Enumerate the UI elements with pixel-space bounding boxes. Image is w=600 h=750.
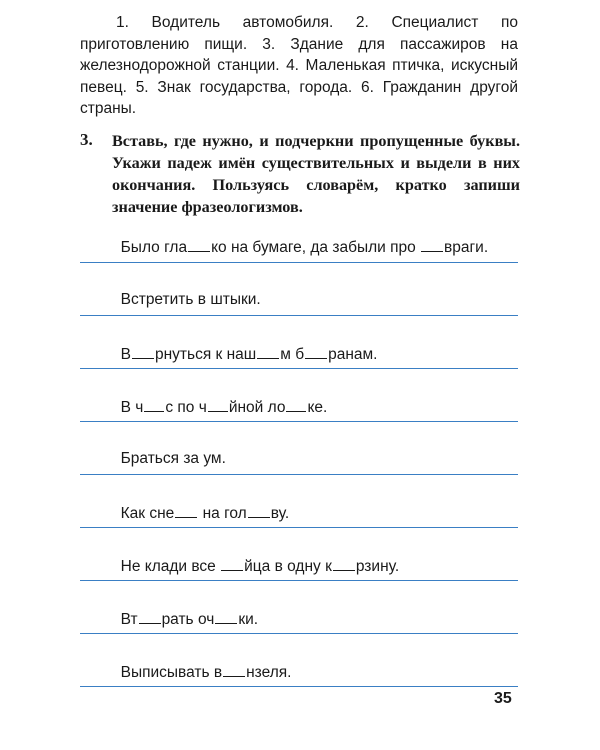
blank[interactable] <box>248 503 270 518</box>
phrase-3: В рнуться к наш м б ранам. <box>120 346 378 363</box>
blank[interactable] <box>223 662 245 677</box>
blank[interactable] <box>257 344 279 359</box>
blank[interactable] <box>221 556 243 571</box>
phrase-4: В ч с по ч йной ло ке. <box>120 399 328 416</box>
phrase-6: Как сне на гол ву. <box>120 505 290 522</box>
answer-line[interactable] <box>80 315 518 316</box>
blank[interactable] <box>215 609 237 624</box>
blank[interactable] <box>286 397 306 412</box>
task-3 <box>80 130 520 218</box>
blank[interactable] <box>175 503 197 518</box>
answer-line[interactable] <box>80 474 518 475</box>
answer-line[interactable] <box>80 262 518 263</box>
phrase-2: Встретить в штыки. <box>120 291 261 308</box>
riddles-answers: 1. Водитель автомобиля. 2. Специалист по приготовлению пищи. 3. Здание для пассажиров на железнодорожной станции. 4. Маленькая птичка, искусный певец. 5. Знак государства, города. 6. Гражданин другой страны. <box>80 14 518 117</box>
answer-line[interactable] <box>80 527 518 528</box>
blank[interactable] <box>421 237 443 252</box>
blank[interactable] <box>132 344 154 359</box>
answer-line[interactable] <box>80 368 518 369</box>
task-instruction: Вставь, где нужно, и подчеркни пропущенные буквы. Укажи падеж имён существительных и выдели в них окончания. Пользуясь словарём, кратко запиши значение фразеологизмов. <box>112 132 520 216</box>
phrase-9: Выписывать в нзеля. <box>120 664 292 681</box>
answer-line[interactable] <box>80 580 518 581</box>
blank[interactable] <box>139 609 161 624</box>
answer-line[interactable] <box>80 633 518 634</box>
blank[interactable] <box>305 344 327 359</box>
page-number: 35 <box>494 690 512 707</box>
phrase-8: Вт рать оч ки. <box>120 611 259 628</box>
answer-line[interactable] <box>80 421 518 422</box>
phrase-1: Было гла ко на бумаге, да забыли про враги. <box>120 239 489 256</box>
phrase-7: Не клади все йца в одну к рзину. <box>120 558 400 575</box>
answer-line[interactable] <box>80 686 518 687</box>
blank[interactable] <box>208 397 228 412</box>
task-number: 3. <box>80 130 93 149</box>
blank[interactable] <box>144 397 164 412</box>
blank[interactable] <box>333 556 355 571</box>
phrase-5: Браться за ум. <box>120 450 226 467</box>
blank[interactable] <box>188 237 210 252</box>
